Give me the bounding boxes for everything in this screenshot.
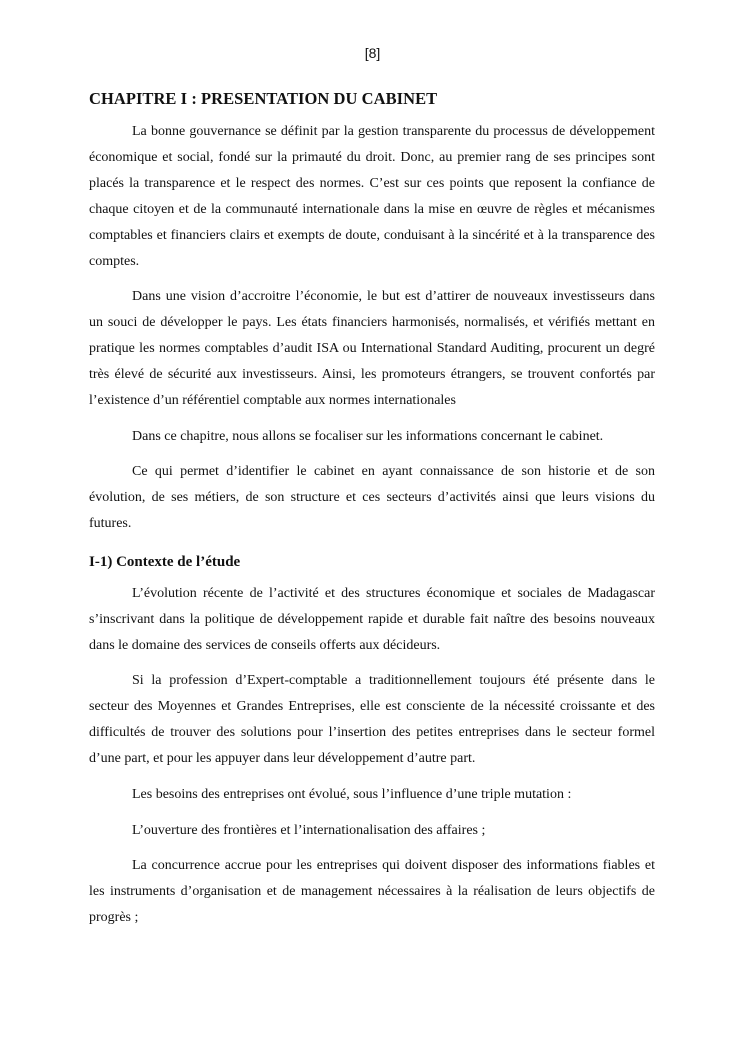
section-paragraph-4: L’ouverture des frontières et l’internationalisation des affaires ; [132,823,486,838]
chapter-paragraph-3: Dans ce chapitre, nous allons se focaliser sur les informations concernant le cabinet. [132,429,604,444]
chapter-title: CHAPITRE I : PRESENTATION DU CABINET [89,89,438,108]
chapter-paragraph-1: La bonne gouvernance se définit par la gestion transparente du processus de développement économique et social, fondé sur la primauté du droit. Donc, au premier rang de ses principes sont placés la transparence et le respect des normes. C’est sur ces points que reposent la confiance de chaque citoyen et de la communauté internationale dans la mise en œuvre de règles et mécanismes comptables et financiers clairs et exempts de doute, conduisant à la sincérité et à la transparence des comptes. [89,124,655,269]
chapter-paragraph-2: Dans une vision d’accroitre l’économie, le but est d’attirer de nouveaux investisseurs dans un souci de développer le pays. Les états financiers harmonisés, normalisés, et vérifiés mettant en pratique les normes comptables d’audit ISA ou International Standard Auditing, procurent un degré très élevé de sécurité aux investisseurs. Ainsi, les promoteurs étrangers, se trouvent confortés par l’existence d’un référentiel comptable aux normes internationales [89,289,655,408]
section-paragraph-1: L’évolution récente de l’activité et des structures économique et sociales de Madagascar s’inscrivant dans la politique de développement rapide et durable fait naître des besoins nouveaux dans le domaine des services de conseils offerts aux décideurs. [89,586,655,653]
chapter-paragraph-4: Ce qui permet d’identifier le cabinet en ayant connaissance de son historie et de son évolution, de ses métiers, de son structure et ces secteurs d’activités ainsi que leurs visions du futures. [89,464,655,531]
section-paragraph-3: Les besoins des entreprises ont évolué, sous l’influence d’une triple mutation : [132,787,572,802]
section-paragraph-2: Si la profession d’Expert-comptable a traditionnellement toujours été présente dans le secteur des Moyennes et Grandes Entreprises, elle est consciente de la nécessité croissante et des difficultés de trouver des solutions pour l’insertion des petites entreprises dans le secteur formel d’une part, et pour les appuyer dans leur développement d’autre part. [89,673,655,766]
page-number: [8] [364,45,381,61]
section-paragraph-5: La concurrence accrue pour les entreprises qui doivent disposer des informations fiables et les instruments d’organisation et de management nécessaires à la réalisation de leurs objectifs de progrès ; [89,858,655,925]
section-title: I-1) Contexte de l’étude [89,554,241,570]
